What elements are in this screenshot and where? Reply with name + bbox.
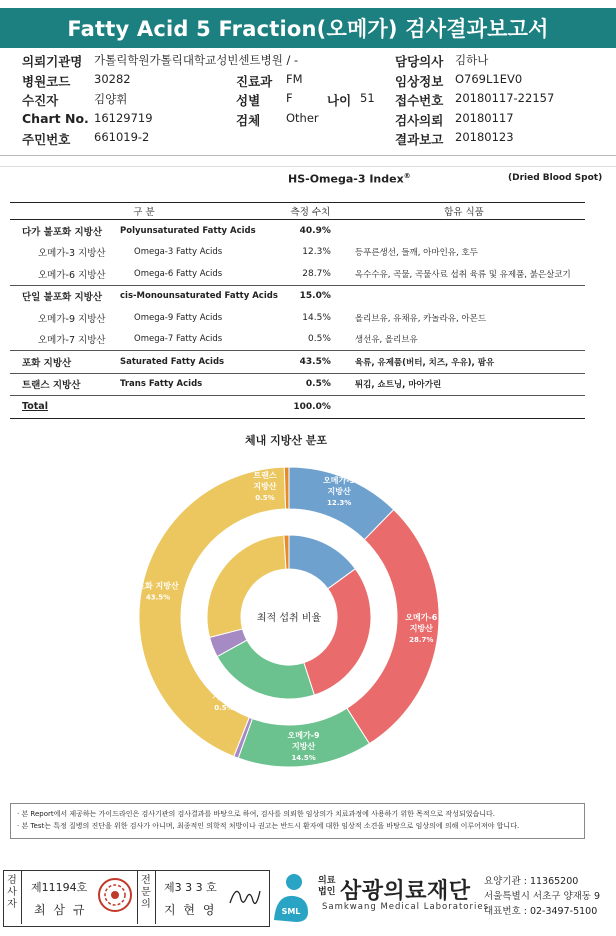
food-sources: 등푸른생선, 들깨, 아마인유, 호두 [354, 248, 478, 259]
food-sources: 생선유, 올리브유 [354, 335, 418, 346]
specialist-name: 지 현 영 [164, 903, 217, 917]
info-value: 16129719 [94, 110, 153, 125]
measured-value: 14.5% [302, 312, 331, 323]
measured-value: 43.5% [278, 351, 343, 374]
info-value: 20180123 [455, 130, 514, 144]
info-label: 성별 [236, 93, 261, 108]
info-value: F [286, 91, 293, 105]
outer-slice-5 [284, 467, 289, 509]
disclaimer-line: · 본 Report에서 제공하는 가이드라인은 검사기관의 검사결과를 바탕으로 하여, 검사를 의뢰한 임상의가 치료과정에 사용하기 위한 목적으로 작성되었습니다. [17, 810, 495, 818]
specialist-license: 제3 3 3 호 [164, 881, 217, 894]
total-label: Total [10, 396, 120, 419]
sml-logo-icon [272, 872, 310, 924]
food-sources: 옥수수유, 곡물, 곡물사료 섭취 육류 및 유제품, 붉은살코기 [354, 269, 571, 280]
tester-role: 검 사 자 [7, 875, 17, 910]
seal-icon [97, 877, 133, 913]
slice-label-0: 오메가-3 지방산 12.3% [323, 475, 356, 507]
disclaimer-line: · 본 Test는 특정 질병의 진단을 위한 검사가 아니며, 최종적인 의학적 처방이나 권고는 반드시 환자에 대한 임상적 소견을 바탕으로 임상의에 의해 이루어져야 합니다. [17, 822, 520, 830]
info-value: 661019-2 [94, 130, 150, 144]
info-value: 김양휘 [94, 92, 128, 106]
tester-name: 최 삼 규 [34, 903, 87, 917]
signature-box [3, 870, 270, 927]
signature-icon [226, 881, 264, 915]
category-kr: 오메가-9 지방산 [38, 313, 106, 325]
info-label: 주민번호 [22, 132, 71, 147]
info-value: O769L1EV0 [455, 71, 523, 86]
category-en: Trans Fatty Acids [120, 373, 278, 396]
info-label: 검체 [236, 112, 261, 128]
slice-label-5: 트랜스 지방산 0.5% [253, 471, 277, 502]
info-value: 30282 [94, 71, 131, 86]
info-value: 가톨릭학원가톨릭대학교성빈센트병원 / - [94, 53, 299, 67]
info-label: 병원코드 [22, 73, 71, 89]
category-en: Saturated Fatty Acids [120, 351, 278, 374]
info-label: 나이 [327, 93, 352, 108]
info-value: Other [286, 110, 319, 125]
specimen-note: (Dried Blood Spot) [508, 173, 603, 183]
company-name: 삼광의료재단 [340, 879, 471, 904]
chart-title: 체내 지방산 분포 [245, 434, 328, 447]
food-sources: 튀김, 쇼트닝, 마아가린 [343, 373, 585, 396]
slice-label-2: 오메가-9 지방산 14.5% [287, 731, 320, 763]
food-sources: 올리브유, 유채유, 카놀라유, 아몬드 [354, 313, 487, 324]
info-value: 20180117-22157 [455, 91, 555, 105]
svg-text:SML: SML [281, 907, 301, 916]
category-en: Omega-3 Fatty Acids [134, 247, 223, 258]
company-name-en: Samkwang Medical Laboratories [322, 902, 490, 912]
category-en: Omega-6 Fatty Acids [134, 268, 223, 279]
measured-value: 40.9% [299, 225, 331, 236]
slice-label-3: 오메가-7 지방산 0.5% [207, 681, 241, 712]
company-contact [484, 874, 600, 919]
info-label: 결과보고 [395, 132, 444, 147]
category-en: Omega-7 Fatty Acids [134, 334, 223, 345]
company-type: 의료 법인 [318, 876, 336, 897]
inner-slice-1 [304, 569, 371, 695]
measured-value: 0.5% [278, 373, 343, 396]
measured-value: 28.7% [302, 268, 331, 279]
category-en: Polyunsaturated Fatty Acids [120, 225, 256, 236]
company-code: 요양기관 : 11365200 [484, 876, 579, 887]
report-title: Fatty Acid 5 Fraction(오메가) 검사결과보고서 [0, 8, 616, 48]
category-kr: 다가 불포화 지방산 [22, 226, 103, 238]
info-label: 접수번호 [395, 93, 444, 108]
center-label: 최적 섭취 비율 [256, 613, 322, 624]
header-value: 측정 수치 [278, 203, 343, 220]
category-en: cis-Monounsaturated Fatty Acids [120, 285, 278, 307]
category-kr: 오메가-3 지방산 [38, 248, 106, 260]
company-phone: 대표번호 : 02-3497-5100 [484, 906, 598, 917]
category-en: Omega-9 Fatty Acids [134, 312, 223, 323]
info-label: 진료과 [236, 73, 273, 89]
food-sources: 육류, 유제품(버터, 치즈, 우유), 팜유 [343, 351, 585, 374]
info-value: FM [286, 71, 303, 86]
specialist-role: 전 문 의 [141, 875, 151, 910]
info-label: 수진자 [22, 93, 59, 108]
category-kr: 포화 지방산 [10, 351, 120, 374]
slice-label-1: 오메가-6 지방산 28.7% [405, 612, 438, 644]
tester-license: 제11194호 [31, 881, 88, 894]
info-label: 의뢰기관명 [22, 54, 83, 69]
header-food: 함유 식품 [343, 203, 585, 220]
category-kr: 단일 불포화 지방산 [10, 285, 120, 307]
measured-value: 0.5% [308, 334, 331, 345]
index-title: HS-Omega-3 Index® [288, 172, 411, 186]
disclaimer-box [10, 803, 585, 839]
slice-label-4: 포화 지방산 43.5% [137, 581, 179, 602]
info-label: Chart No. [22, 110, 89, 126]
info-label: 검사의뢰 [395, 112, 444, 128]
info-label: 담당의사 [395, 54, 444, 69]
category-kr: 오메가-6 지방산 [38, 269, 106, 281]
info-value: 51 [360, 91, 375, 105]
info-value: 김하나 [455, 53, 489, 67]
total-value: 100.0% [278, 396, 343, 419]
category-kr: 오메가-7 지방산 [38, 335, 106, 347]
category-kr: 트랜스 지방산 [10, 373, 120, 396]
header-category: 구 분 [10, 203, 278, 220]
info-label: 임상정보 [395, 73, 444, 89]
info-value: 20180117 [455, 110, 514, 125]
measured-value: 15.0% [278, 285, 343, 307]
company-address: 서울특별시 서초구 양재동 9 [484, 891, 601, 902]
measured-value: 12.3% [302, 247, 331, 258]
